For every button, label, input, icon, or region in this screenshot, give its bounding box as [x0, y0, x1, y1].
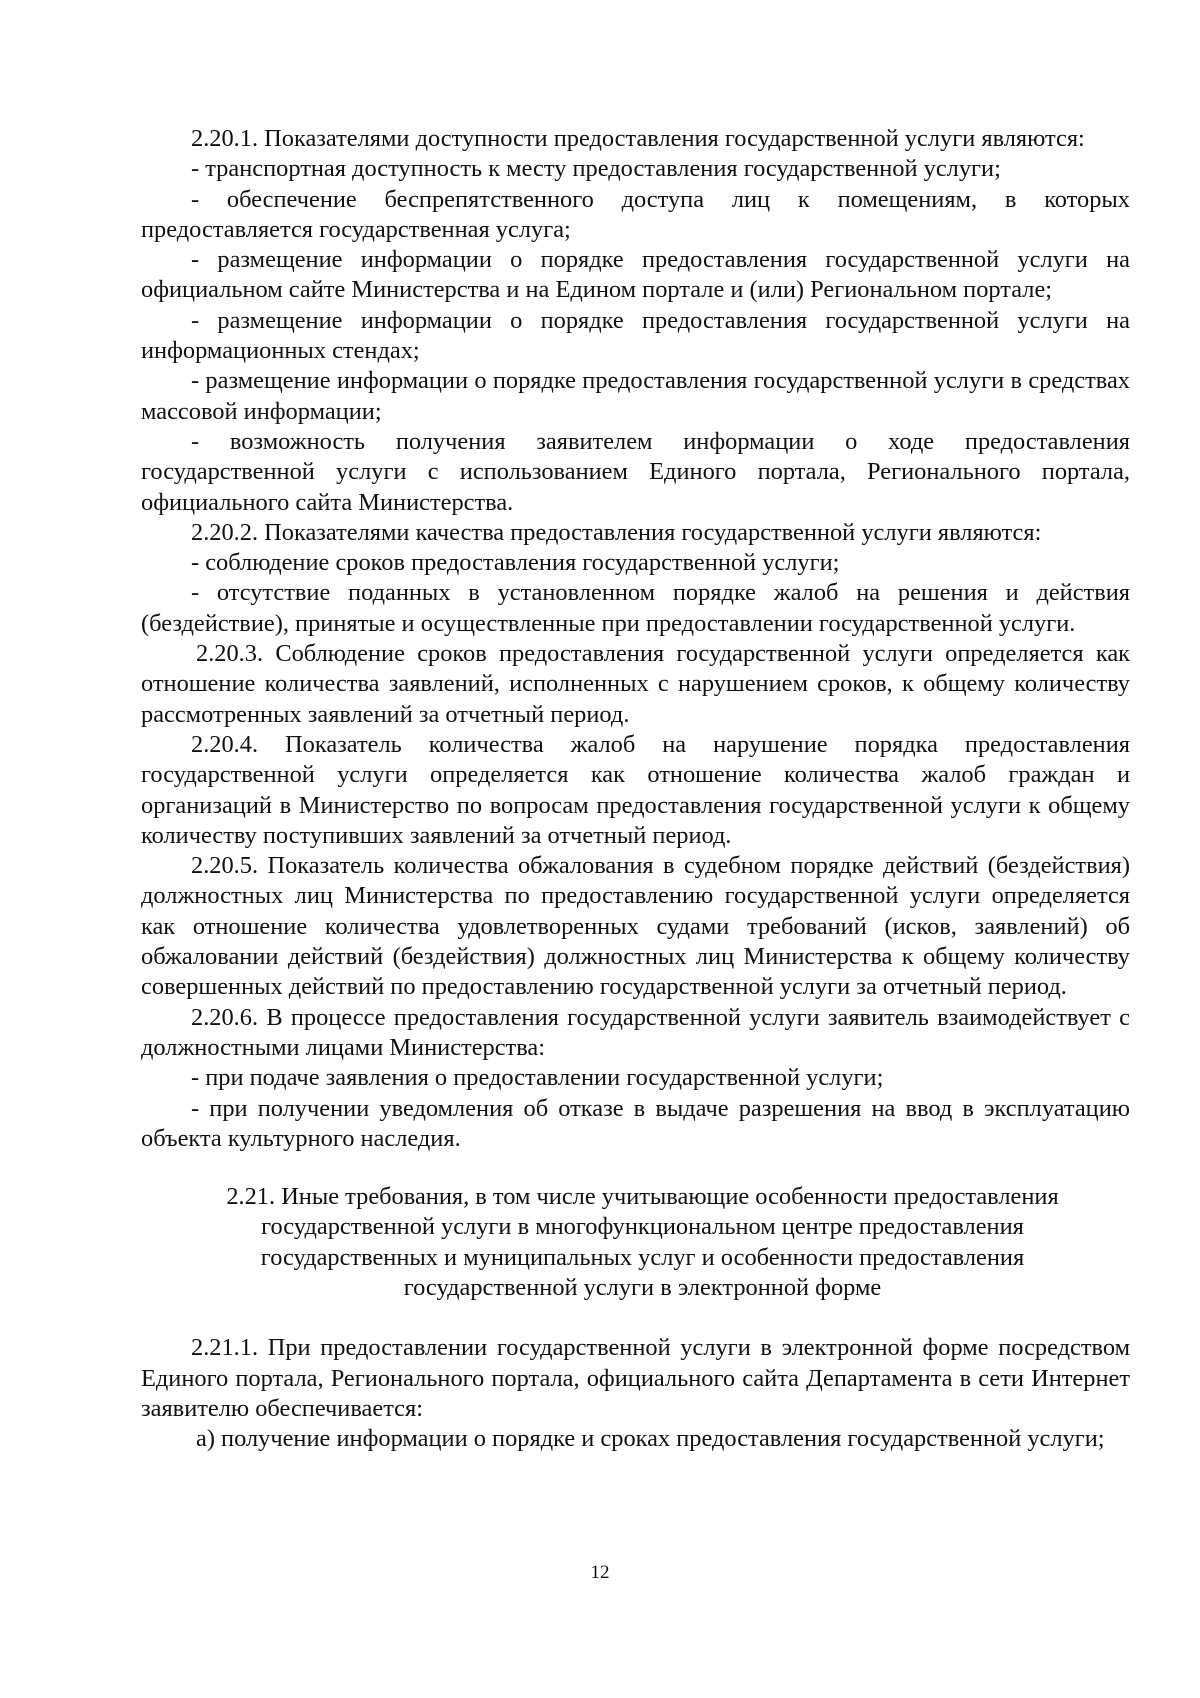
paragraph-2-21-1: 2.21.1. При предоставлении государственной услуги в электронной форме посредством Единого портала, Регионального портала, официального сайта Департамента в сети Интернет заявителю обеспечивается:: [141, 1334, 1130, 1422]
list-item-no-complaints: - отсутствие поданных в установленном порядке жалоб на решения и действия (бездействие), принятые и осуществленные при предоставлении государственной услуги.: [141, 579, 1130, 637]
list-item-refusal-notice: - при получении уведомления об отказе в выдаче разрешения на ввод в эксплуатацию объекта культурного наследия.: [141, 1094, 1130, 1152]
heading-line: государственной услуги в многофункциональном центре предоставления: [261, 1213, 1024, 1241]
section-2-21: [141, 1333, 1130, 1454]
paragraph-2-20-5: 2.20.5. Показатель количества обжалования в судебном порядке действий (бездействия) должностных лиц Министерства по предоставлению государственной услуги определяется как отношение количества удовлетворенных судами требований (исков, заявлений) об обжаловании действий (бездействия) должностных лиц Министерства к общему количеству совершенных действий по предоставлению государственной услуги за отчетный период.: [141, 852, 1130, 1001]
list-item-premises-access: - обеспечение беспрепятственного доступа лиц к помещениям, в которых предоставляется государственная услуга;: [141, 185, 1130, 243]
document-page: [141, 124, 1130, 1454]
page-number: 12: [590, 1562, 610, 1583]
list-item-application-submission: - при подаче заявления о предоставлении государственной услуги;: [191, 1064, 884, 1092]
paragraph-2-20-4: 2.20.4. Показатель количества жалоб на нарушение порядка предоставления государственной услуги определяется как отношение количества жалоб граждан и организаций в Министерство по вопросам предоставления государственной услуги к общему количеству поступивших заявлений за отчетный период.: [141, 730, 1130, 849]
list-item-info-procedure: а) получение информации о порядке и сроках предоставления государственной услуги;: [196, 1425, 1105, 1453]
paragraph-2-20-3: 2.20.3. Соблюдение сроков предоставления государственной услуги определяется как отношение количества заявлений, исполненных с нарушением сроков, к общему количеству рассмотренных заявлений за отчетный период.: [141, 640, 1130, 728]
list-item-info-stands: - размещение информации о порядке предоставления государственной услуги на информационных стендах;: [141, 306, 1130, 365]
paragraph-2-20-6: 2.20.6. В процессе предоставления государственной услуги заявитель взаимодействует с должностными лицами Министерства:: [141, 1003, 1130, 1061]
list-item-progress-info: - возможность получения заявителем информации о ходе предоставления государственной услуги с использованием Единого портала, Регионального портала, официального сайта Министерства.: [141, 427, 1130, 516]
heading-line: 2.21. Иные требования, в том числе учитывающие особенности предоставления: [226, 1183, 1059, 1211]
heading-line: государственных и муниципальных услуг и особенности предоставления: [260, 1243, 1025, 1271]
paragraph-2-20-1: 2.20.1. Показателями доступности предоставления государственной услуги являются:: [191, 125, 1085, 152]
list-item-transport-access: - транспортная доступность к месту предоставления государственной услуги;: [191, 155, 1001, 183]
list-item-info-website: - размещение информации о порядке предоставления государственной услуги на официальном сайте Министерства и на Едином портале и (или) Региональном портале;: [141, 246, 1130, 304]
section-2-20: [141, 124, 1130, 1154]
paragraph-2-20-2: 2.20.2. Показателями качества предоставления государственной услуги являются:: [191, 518, 1042, 546]
list-item-deadlines: - соблюдение сроков предоставления государственной услуги;: [191, 549, 840, 577]
list-item-info-media: - размещение информации о порядке предоставления государственной услуги в средствах массовой информации;: [141, 367, 1130, 425]
section-2-21-heading: [141, 1182, 1130, 1303]
heading-line: государственной услуги в электронной форме: [403, 1273, 882, 1301]
